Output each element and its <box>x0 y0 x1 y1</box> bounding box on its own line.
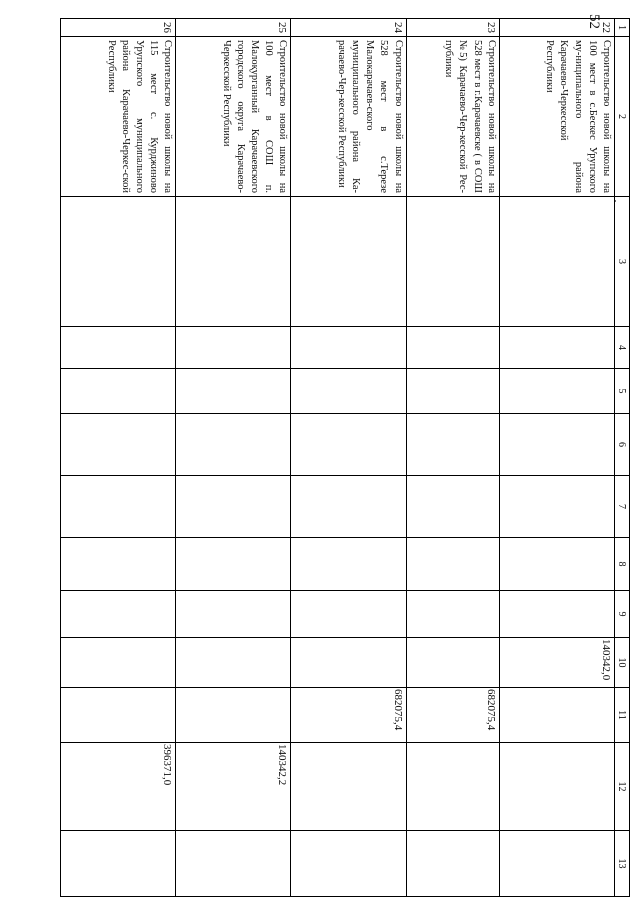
page-number: 52 <box>586 14 602 29</box>
header-cell: 11 <box>615 688 630 743</box>
value-cell: 682075,4 <box>291 688 406 743</box>
header-row <box>615 19 630 897</box>
header-cell: 7 <box>615 476 630 538</box>
value-cell: 682075,4 <box>406 688 499 743</box>
value-cell <box>499 538 614 591</box>
header-cell: 6 <box>615 414 630 476</box>
value-cell <box>291 638 406 688</box>
header-cell: 5 <box>615 369 630 414</box>
row-number: 23 <box>406 19 499 37</box>
value-cell <box>61 538 176 591</box>
header-cell: 4 <box>615 327 630 369</box>
value-cell <box>406 743 499 831</box>
value-cell <box>499 591 614 638</box>
header-cell: 12 <box>615 743 630 831</box>
object-description: Строительство новой школы на 100 мест в СОШ п. Малоқурганный Карачаевского городского округа Карачаево-Черкесской Республики <box>176 37 291 197</box>
value-cell: 140342,0 <box>499 638 614 688</box>
value-cell <box>499 414 614 476</box>
object-description: Строительство новой школы на 100 мест в с.Бескес Урупского му-ниципального района Карачаево-Черкесской Республики <box>499 37 614 197</box>
value-cell <box>406 638 499 688</box>
value-cell <box>176 638 291 688</box>
table-row <box>406 19 499 897</box>
table-row <box>499 19 614 897</box>
value-cell <box>406 197 499 327</box>
value-cell <box>499 831 614 897</box>
value-cell <box>406 831 499 897</box>
table-row <box>291 19 406 897</box>
object-description: Строительство новой школы на 528 мест в с.Терезе Малокарачаев-ского муниципального района Ка-рачаево-Чер-кесской Республики <box>291 37 406 197</box>
header-cell: 1 <box>615 19 630 37</box>
value-cell <box>61 831 176 897</box>
value-cell <box>176 414 291 476</box>
value-cell <box>499 688 614 743</box>
value-cell <box>176 476 291 538</box>
header-cell: 2 <box>615 37 630 197</box>
value-cell <box>291 197 406 327</box>
object-description: Строительство новой школы на 528 мест в г.Карачаевске ( в СОШ №5) Карачаево-Чер-кесской Рес-публики <box>406 37 499 197</box>
value-cell <box>406 591 499 638</box>
rotated-table-container <box>60 18 630 876</box>
value-cell: 140342,2 <box>176 743 291 831</box>
value-cell <box>61 414 176 476</box>
value-cell <box>176 591 291 638</box>
value-cell <box>61 476 176 538</box>
budget-table <box>60 18 630 897</box>
value-cell <box>406 369 499 414</box>
value-cell <box>291 327 406 369</box>
value-cell <box>176 197 291 327</box>
object-description: Строительство новой школы на 115 мест с. Курджиново Урупского муниципального района Карачаево-Черкес-ской Республики <box>61 37 176 197</box>
value-cell <box>61 327 176 369</box>
table-row <box>61 19 176 897</box>
value-cell <box>176 688 291 743</box>
header-cell: 10 <box>615 638 630 688</box>
value-cell <box>406 327 499 369</box>
row-number: 25 <box>176 19 291 37</box>
value-cell <box>406 414 499 476</box>
row-number: 24 <box>291 19 406 37</box>
value-cell <box>406 538 499 591</box>
value-cell <box>291 414 406 476</box>
value-cell <box>291 591 406 638</box>
value-cell <box>291 369 406 414</box>
value-cell <box>61 688 176 743</box>
table-row <box>176 19 291 897</box>
value-cell <box>499 327 614 369</box>
value-cell <box>176 538 291 591</box>
value-cell <box>61 591 176 638</box>
row-number: 26 <box>61 19 176 37</box>
value-cell <box>499 369 614 414</box>
value-cell <box>176 831 291 897</box>
value-cell: 396371,0 <box>61 743 176 831</box>
header-cell: 13 <box>615 831 630 897</box>
row-number: 22 <box>499 19 614 37</box>
header-cell: 8 <box>615 538 630 591</box>
value-cell <box>291 743 406 831</box>
value-cell <box>499 476 614 538</box>
value-cell <box>291 476 406 538</box>
value-cell <box>61 197 176 327</box>
value-cell <box>406 476 499 538</box>
value-cell <box>291 538 406 591</box>
value-cell <box>499 197 614 327</box>
header-cell: 3 <box>615 197 630 327</box>
value-cell <box>176 327 291 369</box>
value-cell <box>61 638 176 688</box>
value-cell <box>499 743 614 831</box>
value-cell <box>61 369 176 414</box>
value-cell <box>176 369 291 414</box>
value-cell <box>291 831 406 897</box>
header-cell: 9 <box>615 591 630 638</box>
